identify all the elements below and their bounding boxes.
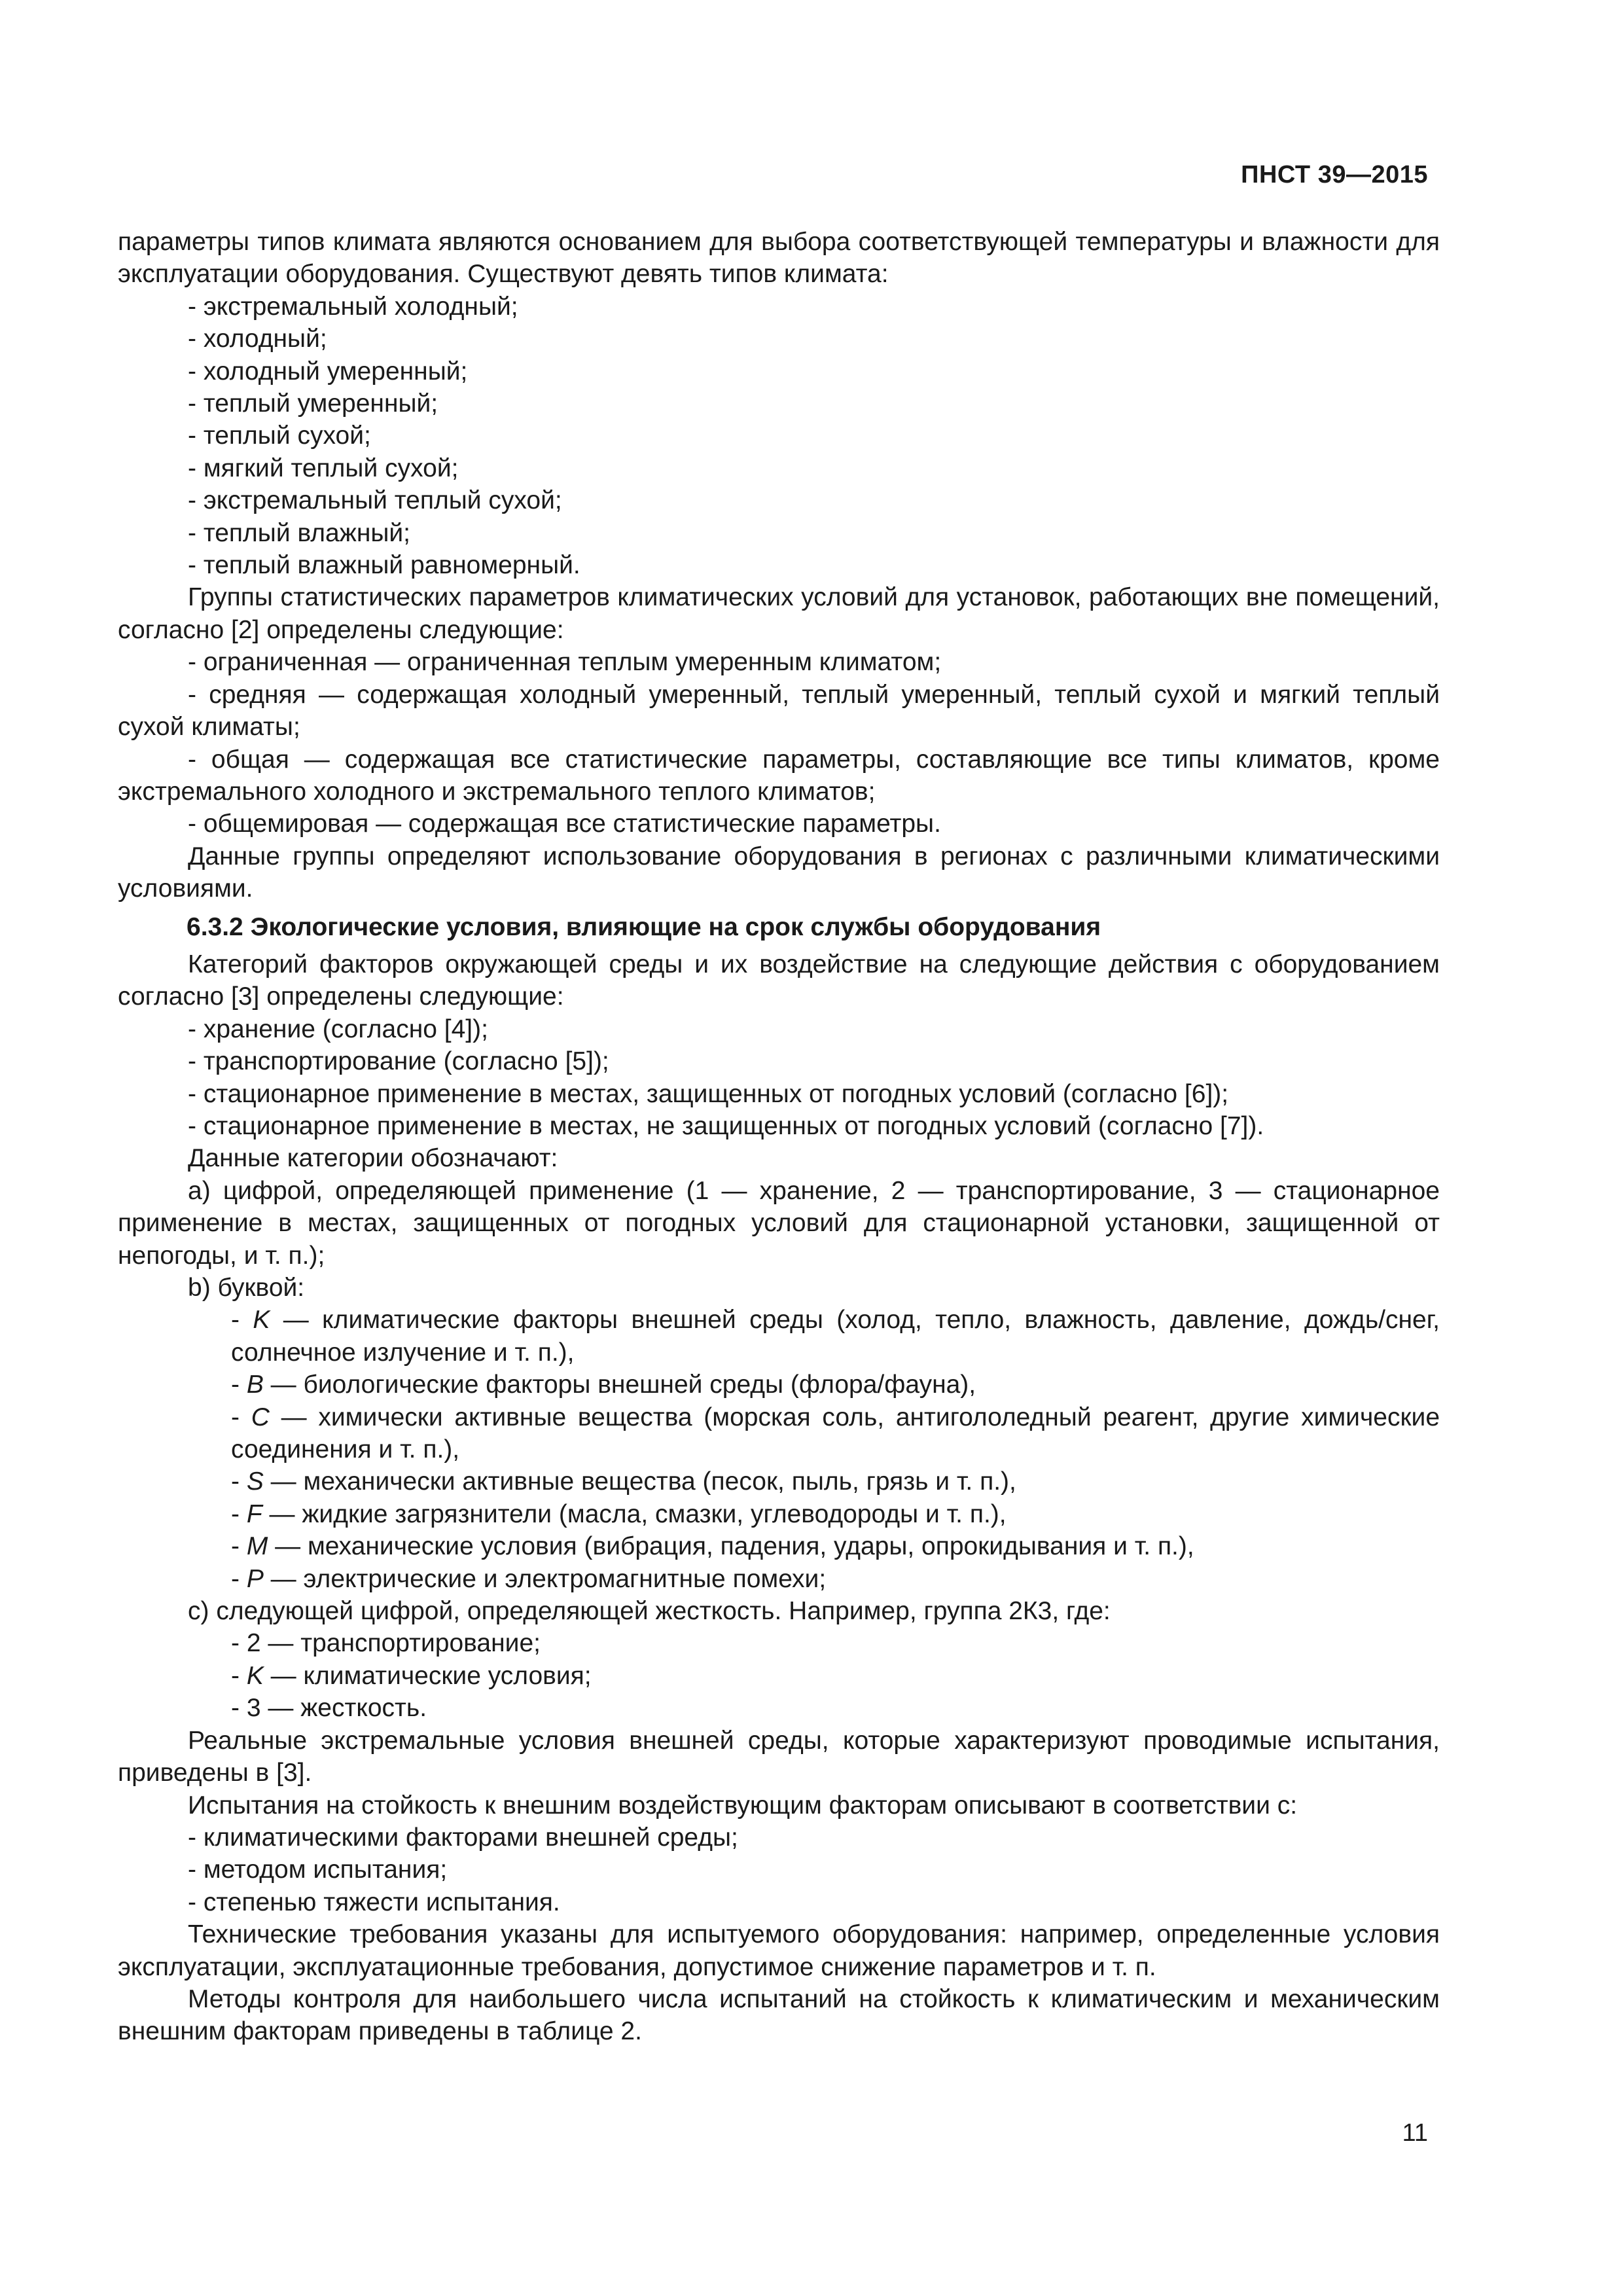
- letter-code: S: [246, 1467, 264, 1496]
- list-item: - теплый умеренный;: [188, 389, 438, 418]
- list-item: - экстремальный теплый сухой;: [188, 486, 562, 515]
- letter-item: - P — электрические и электромагнитные помехи;: [231, 1564, 827, 1593]
- action-list: [118, 1013, 1440, 1143]
- list-item: - ограниченная — ограниченная теплым умеренным климатом;: [188, 648, 942, 677]
- example-item: - K — климатические условия;: [231, 1661, 592, 1690]
- page-number: 11: [1402, 2119, 1428, 2147]
- paragraph: Технические требования указаны для испытуемого оборудования: например, определенные условия эксплуатации, эксплуатационные требования, допустимое снижение параметров и т. п.: [118, 1920, 1440, 1981]
- list-item-b: b) буквой:: [188, 1274, 305, 1302]
- paragraph: Группы статистических параметров климатических условий для установок, работающих вне помещений, согласно [2] определены следующие:: [118, 583, 1440, 644]
- letter-code: B: [246, 1371, 264, 1399]
- letter-code: P: [246, 1564, 264, 1593]
- list-item: - холодный;: [188, 325, 327, 353]
- list-item: - холодный умеренный;: [188, 357, 468, 386]
- page-body: [118, 226, 1440, 2048]
- paragraph: параметры типов климата являются основанием для выбора соответствующей температуры и влажности для эксплуатации оборудования. Существуют девять типов климата:: [118, 228, 1440, 289]
- paragraph: Категорий факторов окружающей среды и их воздействие на следующие действия с оборудованием согласно [3] определены следующие:: [118, 950, 1440, 1011]
- letter-item: - F — жидкие загрязнители (масла, смазки, углеводороды и т. п.),: [231, 1499, 1007, 1528]
- example-list: [118, 1627, 1440, 1724]
- letter-item: - M — механические условия (вибрация, падения, удары, опрокидывания и т. п.),: [231, 1532, 1194, 1561]
- list-item: - хранение (согласно [4]);: [188, 1014, 488, 1043]
- list-item: - стационарное применение в местах, защищенных от погодных условий (согласно [6]);: [188, 1079, 1229, 1108]
- paragraph: Данные категории обозначают:: [188, 1144, 558, 1173]
- paragraph: Испытания на стойкость к внешним воздействующим факторам описывают в соответствии с:: [188, 1791, 1298, 1820]
- letter-code: C: [251, 1403, 270, 1431]
- example-item: - 3 — жесткость.: [231, 1694, 427, 1723]
- list-item: - средняя — содержащая холодный умеренный, теплый умеренный, теплый сухой и мягкий теплый сухой климаты;: [118, 680, 1440, 742]
- list-item: - методом испытания;: [188, 1856, 448, 1884]
- letter-item: - B — биологические факторы внешней среды (флора/фауна),: [231, 1371, 976, 1399]
- paragraph: Методы контроля для наибольшего числа испытаний на стойкость к климатическим и механическим внешним факторам приведены в таблице 2.: [118, 1984, 1440, 2046]
- list-item: - мягкий теплый сухой;: [188, 454, 459, 482]
- letter-code: M: [246, 1532, 268, 1561]
- group-list: [118, 646, 1440, 840]
- letter-code: K: [253, 1306, 270, 1335]
- paragraph: Данные группы определяют использование оборудования в регионах с различными климатическими условиями.: [118, 842, 1440, 903]
- list-item: - стационарное применение в местах, не защищенных от погодных условий (согласно [7]).: [188, 1111, 1264, 1140]
- climate-type-list: [118, 291, 1440, 582]
- list-item: - климатическими факторами внешней среды;: [188, 1823, 738, 1852]
- list-item-c: с) следующей цифрой, определяющей жесткость. Например, группа 2К3, где:: [188, 1597, 1111, 1626]
- letter-item: - S — механически активные вещества (песок, пыль, грязь и т. п.),: [231, 1467, 1016, 1496]
- list-item-a: а) цифрой, определяющей применение (1 — хранение, 2 — транспортирование, 3 — стационарное применение в местах, защищенных от погодных условий для стационарной установки, защищенной от непогоды, и т. п.);: [118, 1176, 1440, 1270]
- document-code: ПНСТ 39—2015: [1241, 161, 1428, 188]
- letter-item: - K — климатические факторы внешней среды (холод, тепло, влажность, давление, дождь/снег, солнечное излучение и т. п.),: [231, 1306, 1440, 1367]
- list-item: - общемировая — содержащая все статистические параметры.: [188, 810, 941, 838]
- list-item: - транспортирование (согласно [5]);: [188, 1047, 609, 1076]
- list-item: - экстремальный холодный;: [188, 292, 518, 321]
- list-item: - степенью тяжести испытания.: [188, 1888, 560, 1916]
- list-item: - теплый влажный равномерный.: [188, 551, 580, 580]
- test-item-list: [118, 1821, 1440, 1918]
- letter-item: - C — химически активные вещества (морская соль, антигололедный реагент, другие химические соединения и т. п.),: [231, 1403, 1440, 1464]
- list-item: - общая — содержащая все статистические параметры, составляющие все типы климатов, кроме экстремального холодного и экстремального теплого климатов;: [118, 745, 1440, 806]
- letter-list: [118, 1304, 1440, 1595]
- section-heading: 6.3.2 Экологические условия, влияющие на срок службы оборудования: [187, 912, 1101, 941]
- list-item: - теплый влажный;: [188, 518, 411, 547]
- letter-code: F: [246, 1499, 262, 1528]
- paragraph: Реальные экстремальные условия внешней среды, которые характеризуют проводимые испытания, приведены в [3].: [118, 1726, 1440, 1787]
- example-item: - 2 — транспортирование;: [231, 1629, 541, 1658]
- list-item: - теплый сухой;: [188, 422, 371, 450]
